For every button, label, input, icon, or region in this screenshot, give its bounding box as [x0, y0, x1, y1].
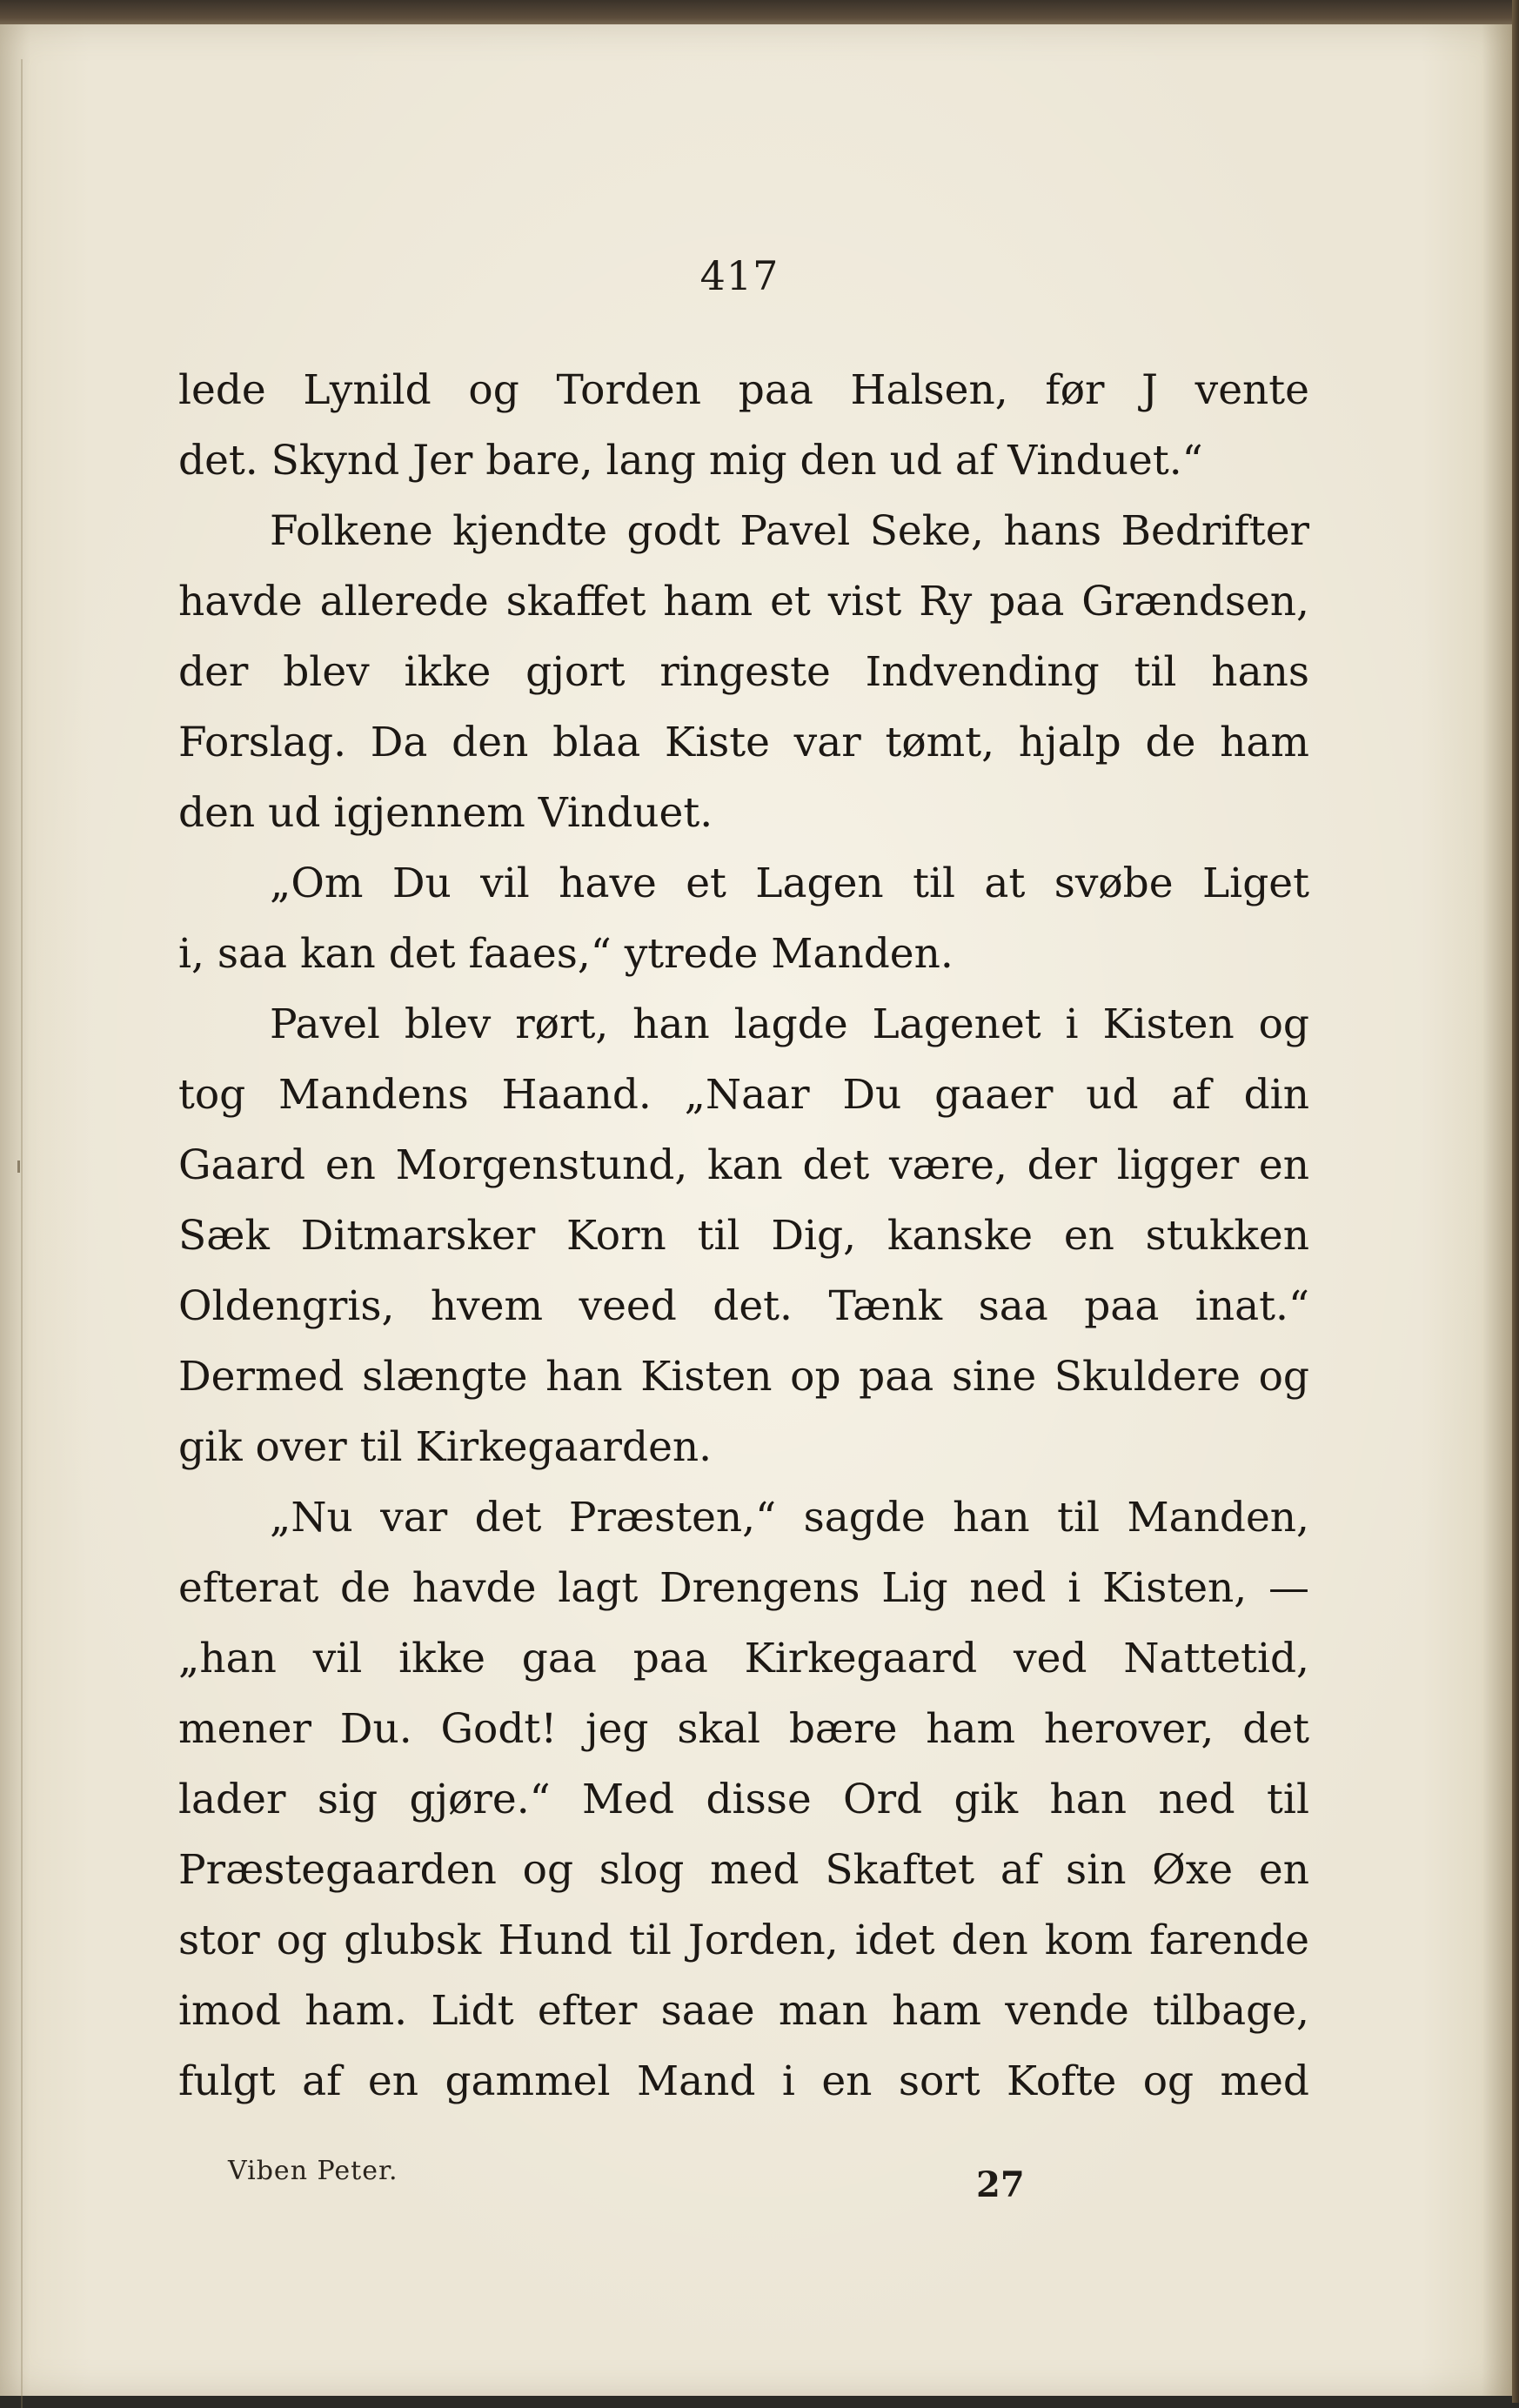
text-line: tog Mandens Haand. „Naar Du gaaer ud af din	[178, 1071, 1309, 1119]
text-line: Præstegaarden og slog med Skaftet af sin Øxe en	[178, 1846, 1309, 1894]
text-line: havde allerede skaffet ham et vist Ry paa Grændsen,	[178, 578, 1309, 625]
text-line: lede Lynild og Torden paa Halsen, før J vente	[178, 366, 1309, 414]
text-line: i, saa kan det faaes,“ ytrede Manden.	[178, 930, 954, 978]
margin-mark	[17, 1161, 20, 1173]
text-line: „Nu var det Præsten,“ sagde han til Manden,	[270, 1494, 1309, 1542]
text-line: stor og glubsk Hund til Jorden, idet den kom farende	[178, 1916, 1309, 1964]
body-text	[178, 355, 1309, 2117]
text-line: imod ham. Lidt efter saae man ham vende tilbage,	[178, 1987, 1309, 2035]
text-line: den ud igjennem Vinduet.	[178, 789, 713, 837]
sheet-number: 27	[976, 2164, 1025, 2205]
text-line: lader sig gjøre.“ Med disse Ord gik han ned til	[178, 1776, 1309, 1823]
text-line: det. Skynd Jer bare, lang mig den ud af Vinduet.“	[178, 437, 1203, 485]
text-line: der blev ikke gjort ringeste Indvending til hans	[178, 648, 1309, 696]
text-line: efterat de havde lagt Drengens Lig ned i Kisten, —	[178, 1564, 1309, 1612]
text-line: Oldengris, hvem veed det. Tænk saa paa inat.“	[178, 1282, 1309, 1330]
book-right-edge	[1512, 0, 1519, 2403]
signature-mark: Viben Peter.	[228, 2156, 398, 2186]
text-line: Folkene kjendte godt Pavel Seke, hans Bedrifter	[270, 507, 1309, 555]
text-line: Sæk Ditmarsker Korn til Dig, kanske en stukken	[178, 1212, 1309, 1260]
text-line: Forslag. Da den blaa Kiste var tømt, hjalp de ham	[178, 719, 1309, 766]
gutter-shadow	[21, 59, 23, 2408]
page-footer	[0, 2147, 1519, 2217]
page-number: 417	[699, 252, 780, 299]
text-line: Gaard en Morgenstund, kan det være, der ligger en	[178, 1141, 1309, 1189]
book-page	[0, 24, 1512, 2396]
text-line: „han vil ikke gaa paa Kirkegaard ved Nattetid,	[178, 1635, 1309, 1682]
text-line: gik over til Kirkegaarden.	[178, 1423, 713, 1471]
text-line: Dermed slængte han Kisten op paa sine Skuldere og	[178, 1353, 1309, 1401]
text-line: mener Du. Godt! jeg skal bære ham herover, det	[178, 1705, 1309, 1753]
text-line: „Om Du vil have et Lagen til at svøbe Liget	[270, 860, 1309, 907]
text-line: Pavel blev rørt, han lagde Lagenet i Kisten og	[270, 1000, 1309, 1048]
text-line: fulgt af en gammel Mand i en sort Kofte og med	[178, 2057, 1309, 2105]
